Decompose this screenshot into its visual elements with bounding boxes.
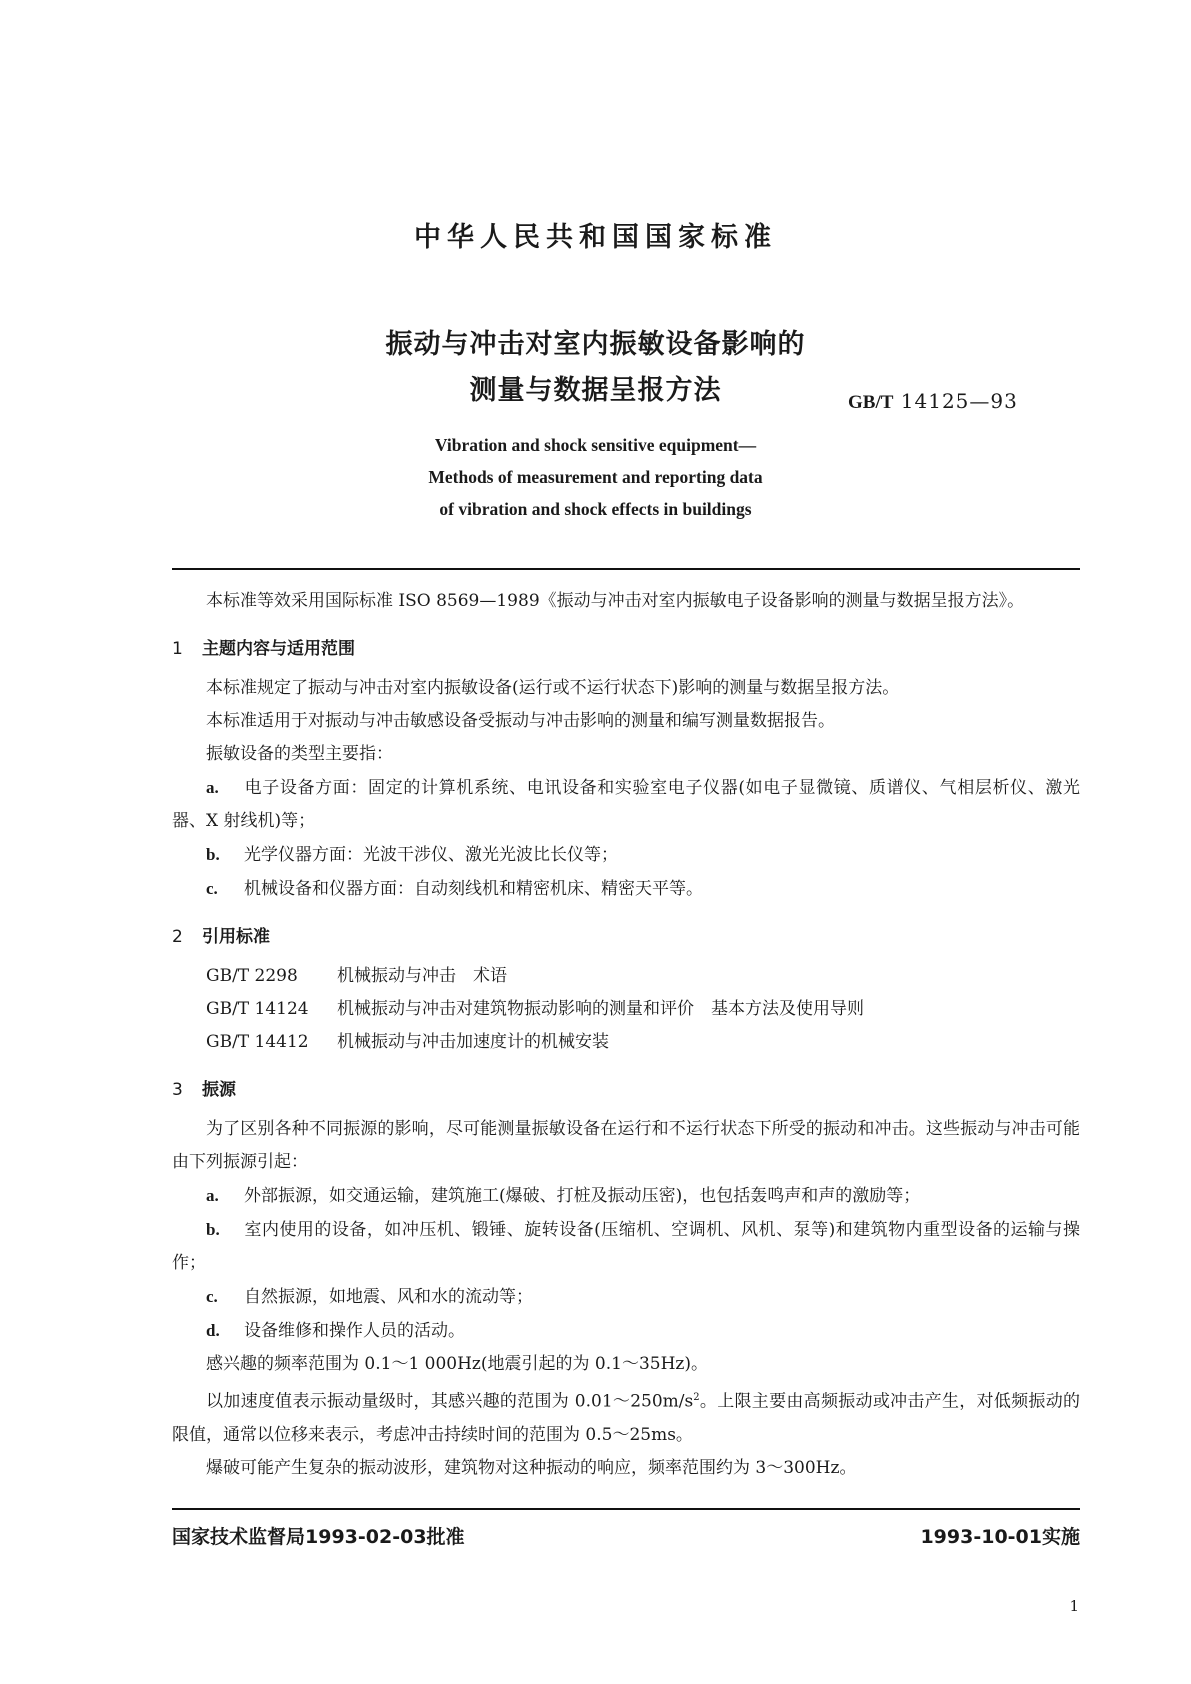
document-body <box>172 585 1080 1485</box>
section-1-item-b <box>172 838 1080 872</box>
item-text: 光学仪器方面：光波干涉仪、激光光波比长仪等； <box>244 845 618 865</box>
title-cn-line1: 振动与冲击对室内振敏设备影响的 <box>385 329 806 360</box>
reference-item <box>172 1026 1080 1059</box>
section-3-paragraph-4: 爆破可能产生复杂的振动波形，建筑物对这种振动的响应，频率范围约为 3～300Hz。 <box>206 1457 857 1478</box>
reference-code: GB/T 2298 <box>206 966 298 986</box>
item-marker: b. <box>206 1220 220 1239</box>
superscript: 2 <box>693 1392 700 1403</box>
standard-code: 14125—93 <box>900 389 1018 413</box>
national-standard-heading: 中华人民共和国国家标准 <box>414 222 777 253</box>
item-text: 外部振源，如交通运输，建筑施工(爆破、打桩及振动压密)，也包括轰鸣声和声的激励等； <box>244 1186 921 1206</box>
section-2-title: 引用标准 <box>202 927 270 947</box>
section-3-paragraph-2: 感兴趣的频率范围为 0.1～1 000Hz(地震引起的为 0.1～35Hz)。 <box>206 1354 709 1374</box>
intro-paragraph: 本标准等效采用国际标准 ISO 8569—1989《振动与冲击对室内振敏电子设备影响的测量与数据呈报方法》。 <box>206 591 1025 611</box>
item-marker: a. <box>206 778 219 797</box>
section-1-paragraph-3: 振敏设备的类型主要指： <box>206 744 393 764</box>
item-marker: a. <box>206 1186 219 1205</box>
item-text: 自然振源，如地震、风和水的流动等； <box>244 1287 533 1307</box>
title-en-line3: of vibration and shock effects in buildings <box>439 499 752 519</box>
item-text: 设备维修和操作人员的活动。 <box>244 1321 465 1341</box>
standard-prefix: GB/T <box>848 392 894 413</box>
bottom-divider <box>172 1508 1080 1510</box>
section-3-item-d <box>172 1314 1080 1348</box>
item-marker: d. <box>206 1321 220 1340</box>
top-divider <box>172 568 1080 570</box>
section-1-paragraph-2: 本标准适用于对振动与冲击敏感设备受振动与冲击影响的测量和编写测量数据报告。 <box>206 711 835 731</box>
implementation-date: 1993-10-01实施 <box>920 1526 1080 1548</box>
section-3-item-c <box>172 1280 1080 1314</box>
page-number: 1 <box>1069 1597 1079 1615</box>
section-1-number: 1 <box>172 639 183 659</box>
section-3-number: 3 <box>172 1080 183 1100</box>
section-1-paragraph-1: 本标准规定了振动与冲击对室内振敏设备(运行或不运行状态下)影响的测量与数据呈报方法。 <box>206 678 900 698</box>
item-text: 电子设备方面：固定的计算机系统、电讯设备和实验室电子仪器(如电子显微镜、质谱仪、气相层析仪、激光器、X 射线机)等； <box>172 778 1080 831</box>
section-1-heading <box>172 630 1080 668</box>
section-3-item-b <box>172 1213 1080 1280</box>
reference-title: 机械振动与冲击对建筑物振动影响的测量和评价 基本方法及使用导则 <box>337 999 864 1019</box>
item-marker: c. <box>206 1287 218 1306</box>
section-3-paragraph-3 <box>172 1381 1080 1452</box>
section-3-paragraph-1: 为了区别各种不同振源的影响，尽可能测量振敏设备在运行和不运行状态下所受的振动和冲击。这些振动与冲击可能由下列振源引起： <box>172 1119 1080 1172</box>
section-1-title: 主题内容与适用范围 <box>202 639 355 659</box>
section-2-heading <box>172 918 1080 956</box>
title-cn-line2: 测量与数据呈报方法 <box>469 375 722 406</box>
paragraph-text: 。上限主要由高频振动或冲击产生，对低频振动的限值，通常以位移来表示，考虑冲击持续时间的范围为 0.5～25ms。 <box>172 1391 1081 1445</box>
reference-code: GB/T 14412 <box>206 1032 309 1052</box>
standard-number <box>848 389 1018 414</box>
item-marker: c. <box>206 879 218 898</box>
item-text: 机械设备和仪器方面：自动刻线机和精密机床、精密天平等。 <box>244 879 703 899</box>
section-2-number: 2 <box>172 927 183 947</box>
reference-title: 机械振动与冲击 术语 <box>337 966 507 986</box>
paragraph-text: 以加速度值表示振动量级时，其感兴趣的范围为 0.01～250m/s <box>206 1391 694 1412</box>
reference-item <box>172 960 1080 993</box>
section-1-item-a <box>172 771 1080 838</box>
section-3-heading <box>172 1071 1080 1109</box>
approval-date: 国家技术监督局1993-02-03批准 <box>172 1526 465 1548</box>
reference-item <box>172 993 1080 1026</box>
item-marker: b. <box>206 845 220 864</box>
title-en-line1: Vibration and shock sensitive equipment— <box>434 435 757 455</box>
section-3-title: 振源 <box>202 1080 236 1100</box>
reference-title: 机械振动与冲击加速度计的机械安装 <box>337 1032 609 1052</box>
section-3-item-a <box>172 1179 1080 1213</box>
section-1-item-c <box>172 872 1080 906</box>
item-text: 室内使用的设备，如冲压机、锻锤、旋转设备(压缩机、空调机、风机、泵等)和建筑物内重型设备的运输与操作； <box>172 1220 1080 1273</box>
title-en-line2: Methods of measurement and reporting data <box>428 467 763 487</box>
reference-code: GB/T 14124 <box>206 999 309 1019</box>
